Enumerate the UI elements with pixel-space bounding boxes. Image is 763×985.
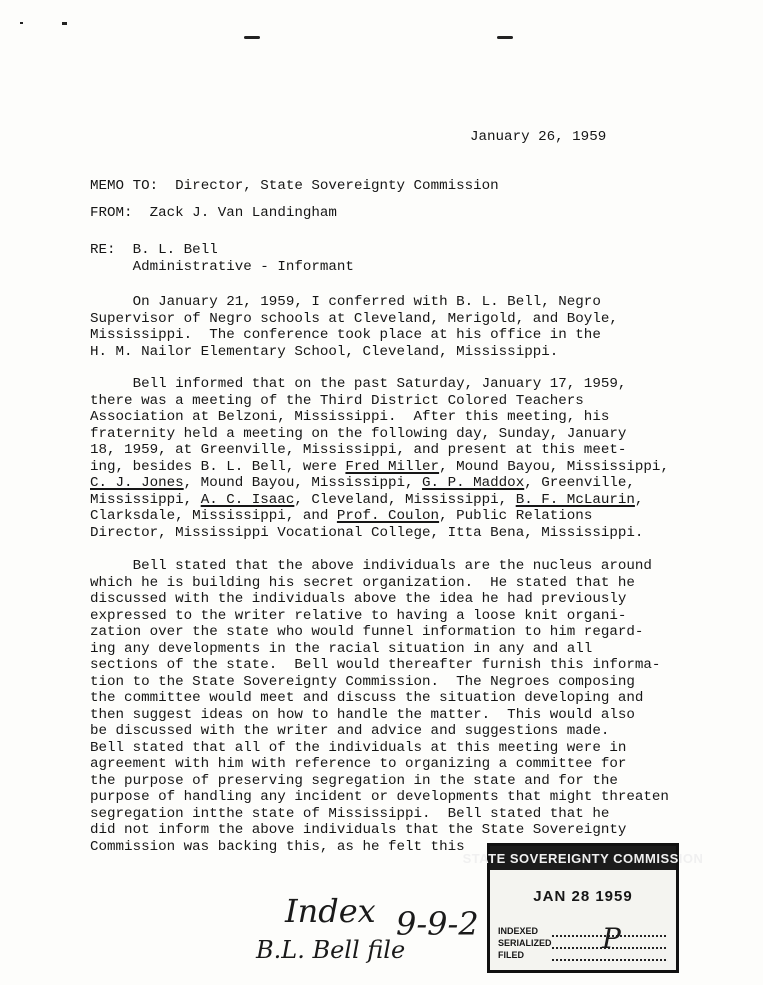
stamp-initial: P bbox=[602, 922, 621, 955]
name-fred-miller: Fred Miller bbox=[345, 458, 440, 475]
stamp-filed: FILED bbox=[498, 950, 524, 960]
handwritten-file-name: B.L. Bell file bbox=[256, 936, 406, 964]
memo-to-line: MEMO TO: Director, State Sovereignty Commission bbox=[90, 178, 499, 194]
scan-mark bbox=[20, 22, 23, 24]
scan-mark bbox=[244, 36, 260, 39]
handwritten-file-number: 9-9-2 bbox=[396, 905, 479, 943]
re-line: RE: B. L. Bell bbox=[90, 242, 218, 258]
scan-mark bbox=[62, 22, 67, 25]
name-cj-jones: C. J. Jones bbox=[90, 475, 184, 491]
from-line: FROM: Zack J. Van Landingham bbox=[90, 205, 337, 221]
scan-mark bbox=[497, 36, 513, 39]
handwritten-index: Index bbox=[285, 892, 376, 930]
paragraph-3: Bell stated that the above individuals are the nucleus around which he is building his secret organization. He stated that he discussed with the individuals above the idea he had previously expressed to the writer relative to having a loose knit organi- zation over the state who would funnel information to him regard- ing any developments in the racial situation in any and all sections of the state. Bell would thereafter furnish this informa- tion to the State Sovereignty Commission. The Negroes composing the committee would meet and discuss the situation developing and then suggest ideas on how to handle the matter. This would also be discussed with the writer and advice and suggestions made. Bell stated that all of the individuals at this meeting were in agreement with him with reference to organizing a committee for the purpose of preserving segregation in the state and for the purpose of handling any incident or developments that might threaten segregation intthe state of Mississippi. Bell stated that he did not inform the above individuals that the State Sovereignty Commission was backing this, as he felt this bbox=[90, 558, 669, 855]
name-bf-mclaurin: B. F. McLaurin bbox=[515, 491, 635, 508]
received-stamp bbox=[462, 843, 704, 973]
stamp-date: JAN 28 1959 bbox=[533, 888, 633, 905]
stamp-serialized: SERIALIZED bbox=[498, 938, 552, 948]
name-prof-coulon: Prof. Coulon bbox=[336, 508, 440, 524]
name-gp-maddox: G. P. Maddox bbox=[422, 475, 525, 491]
paragraph-1: On January 21, 1959, I conferred with B. L. Bell, Negro Supervisor of Negro schools at Cleveland, Merigold, and Boyle, Mississippi. The conference took place at his office in the H. M. Nailor Elementary School, Cleveland, Mississippi. bbox=[90, 294, 618, 360]
paragraph-2: Bell informed that on the past Saturday, January 17, 1959, there was a meeting of the Third District Colored Teachers Association at Belzoni, Mississippi. After this meeting, his fraternity held a meeting on the following day, Sunday, January 18, 1959, at Greenville, Mississippi, and present at this meet- ing, besides B. L. Bell, were Fred Miller, Mound Bayou, Mississippi, C. J. Jones, Mound Bayou, Mississippi, G. P. Maddox, Greenville, Mississippi, A. C. Isaac, Cleveland, Mississippi, B. F. McLaurin, Clarksdale, Mississippi, and Prof. Coulon, Public Relations Director, Mississippi Vocational College, Itta Bena, Mississippi. bbox=[90, 376, 669, 541]
memo-header bbox=[90, 178, 499, 275]
stamp-title: STATE SOVEREIGNTY COMMISSION bbox=[490, 846, 676, 870]
re-line-2: Administrative - Informant bbox=[132, 258, 354, 275]
name-ac-isaac: A. C. Isaac bbox=[200, 491, 295, 508]
stamp-indexed: INDEXED bbox=[498, 926, 539, 936]
memo-date: January 26, 1959 bbox=[470, 129, 607, 145]
